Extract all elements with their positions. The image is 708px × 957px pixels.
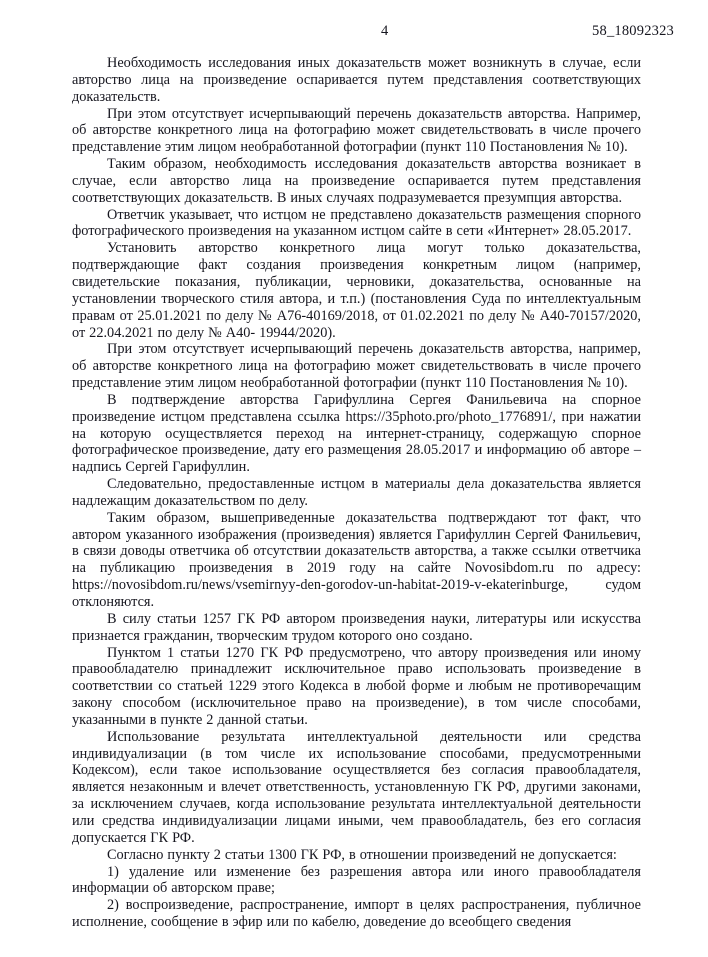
- paragraph: При этом отсутствует исчерпывающий перечень доказательств авторства. Например, об авторстве конкретного лица на фотографию может свидетельствовать в числе прочего представление этим лицом необработанной фотографии (пункт 110 Постановления № 10).: [72, 105, 641, 156]
- paragraph: При этом отсутствует исчерпывающий перечень доказательств авторства, например, об авторстве конкретного лица на фотографию может свидетельствовать в числе прочего представление этим лицом необработанной фотографии (пункт 110 Постановления № 10).: [72, 341, 641, 392]
- paragraph: Следовательно, предоставленные истцом в материалы дела доказательства является надлежащим доказательством по делу.: [72, 476, 641, 509]
- paragraph: Пунктом 1 статьи 1270 ГК РФ предусмотрено, что автору произведения или иному правообладателю принадлежит исключительное право использовать произведение в соответствии со статьей 1229 этого Кодекса в любой форме и любым не противоречащим закону способом (исключительное право на произведение), в том числе способами, указанными в пункте 2 данной статьи.: [72, 644, 641, 728]
- paragraph: 2) воспроизведение, распространение, импорт в целях распространения, публичное исполнение, сообщение в эфир или по кабелю, доведение до всеобщего сведения: [72, 897, 641, 931]
- paragraph: Ответчик указывает, что истцом не представлено доказательств размещения спорного фотографического произведения на указанном истцом сайте в сети «Интернет» 28.05.2017.: [72, 206, 641, 240]
- paragraph: В подтверждение авторства Гарифуллина Сергея Фанильевича на спорное произведение истцом представлена ссылка https://35photo.pro/photo_1776891/, при нажатии на которую осуществляется переход на интернет-страницу, содержащую спорное фотографическое произведение, дату его размещения 28.05.2017 и информацию об авторе – надпись Сергей Гарифуллин.: [72, 391, 641, 476]
- paragraph: Использование результата интеллектуальной деятельности или средства индивидуализации (в том числе их использование способами, предусмотренными Кодексом), если такое использование осуществляется без согласия правообладателя, является незаконным и влечет ответственность, установленную ГК РФ, другими законами, за исключением случаев, когда использование результата интеллектуальной деятельности или средства индивидуализации лицами иными, чем правообладатель, без его согласия допускается ГК РФ.: [72, 728, 641, 846]
- paragraph: Таким образом, вышеприведенные доказательства подтверждают тот факт, что автором указанного изображения (произведения) является Гарифуллин Сергей Фанильевич, в связи доводы ответчика об отсутствии доказательств авторства, а также ссылки ответчика на публикацию произведения в 2019 году на сайте Novosibdom.ru по адресу: https://novosibdom.ru/news/vsemirnyy-den-gorodov-un-habitat-2019-v-ekaterinburge, судом отклоняются.: [72, 509, 641, 610]
- paragraph: Установить авторство конкретного лица могут только доказательства, подтверждающие факт создания произведения конкретным лицом (например, свидетельские показания, публикации, черновики, доказательства, основанные на установлении творческого стиля автора, и т.п.) (постановления Суда по интеллектуальным правам от 25.01.2021 по делу № А76-40169/2018, от 01.02.2021 по делу № А40-70157/2020, от 22.04.2021 по делу № А40- 19944/2020).: [72, 240, 641, 341]
- page-header: [0, 23, 708, 41]
- page-number: 4: [381, 23, 389, 39]
- paragraph: Согласно пункту 2 статьи 1300 ГК РФ, в отношении произведений не допускается:: [107, 846, 617, 863]
- case-number: 58_18092323: [592, 23, 674, 39]
- paragraph: Таким образом, необходимость исследования доказательств авторства возникает в случае, если авторство лица на произведение оспаривается путем представления соответствующих доказательств. В иных случаях подразумевается презумпция авторства.: [72, 156, 641, 206]
- paragraph: В силу статьи 1257 ГК РФ автором произведения науки, литературы или искусства признается гражданин, творческим трудом которого оно создано.: [72, 610, 641, 644]
- document-body: [72, 55, 641, 931]
- paragraph: Необходимость исследования иных доказательств может возникнуть в случае, если авторство лица на произведение оспаривается путем представления соответствующих доказательств.: [72, 55, 641, 105]
- paragraph: 1) удаление или изменение без разрешения автора или иного правообладателя информации об авторском праве;: [72, 863, 641, 897]
